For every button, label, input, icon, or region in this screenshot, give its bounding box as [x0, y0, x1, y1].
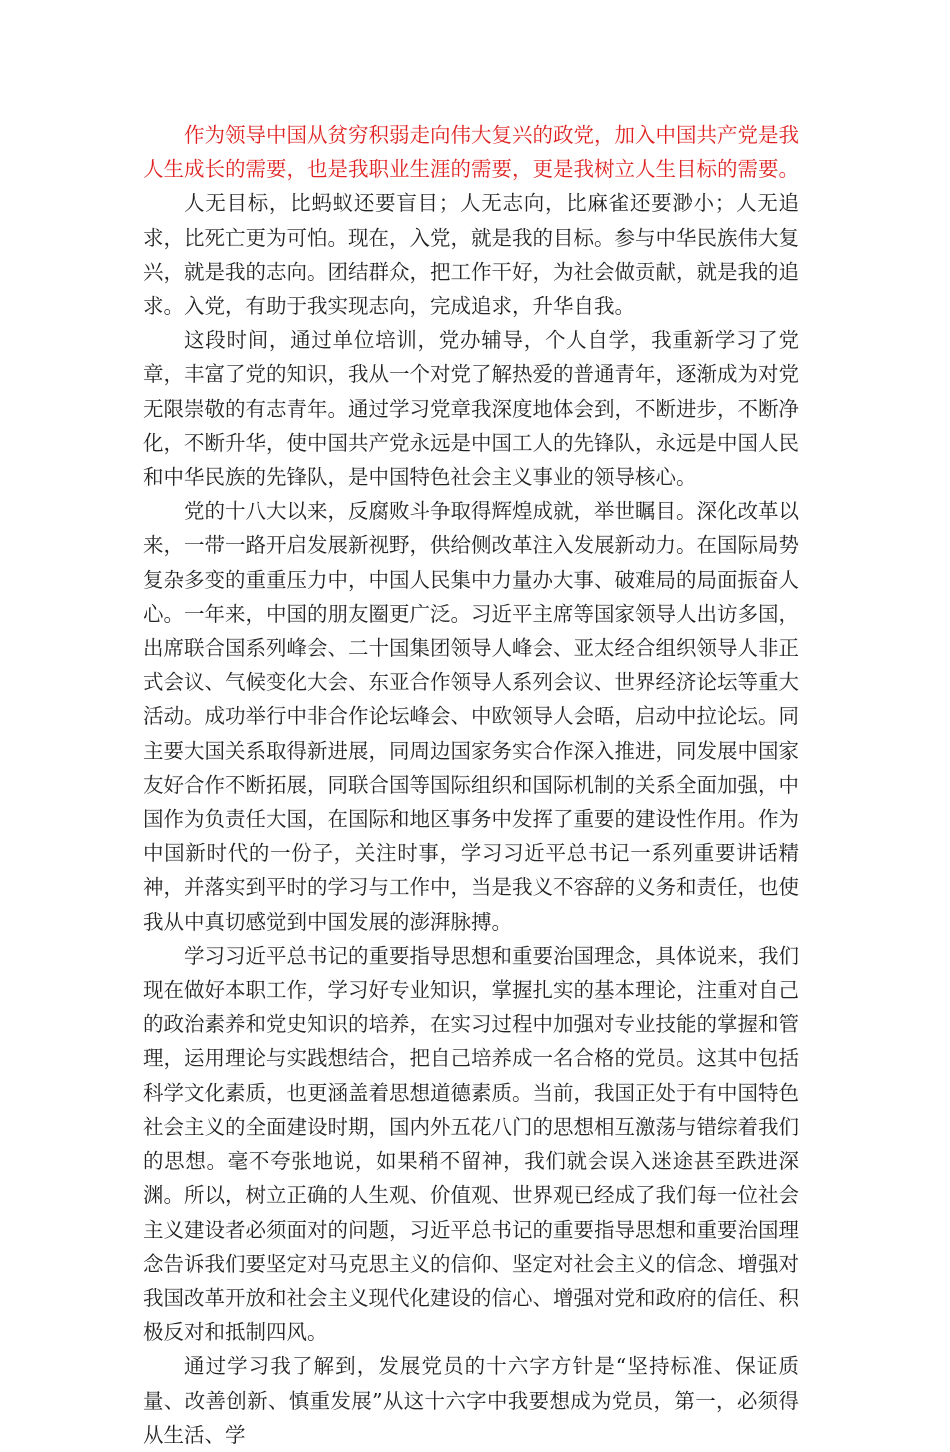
paragraph-sixteen-characters: 通过学习我了解到，发展党员的十六字方针是“坚持标准、保证质量、改善创新、慎重发展”从这十六字中我要想成为党员，第一，必须得从生活、学 — [143, 1354, 799, 1447]
paragraph-study-thought: 学习习近平总书记的重要指导思想和重要治国理念，具体说来，我们现在做好本职工作，学习好专业知识，掌握扎实的基本理论，注重对自己的政治素养和党史知识的培养，在实习过程中加强对专业技能的掌握和管理，运用理论与实践想结合，把自己培养成一名合格的党员。这其中包括科学文化素质，也更涵盖着思想道德素质。当前，我国正处于有中国特色社会主义的全面建设时期，国内外五花八门的思想相互激荡与错综着我们的思想。毫不夸张地说，如果稍不留神，我们就会误入迷途甚至跌进深渊。所以，树立正确的人生观、价值观、世界观已经成了我们每一位社会主义建设者必须面对的问题，习近平总书记的重要指导思想和重要治国理念告诉我们要坚定对马克思主义的信仰、坚定对社会主义的信念、增强对我国改革开放和社会主义现代化建设的信心、增强对党和政府的信任、积极反对和抵制四风。 — [143, 943, 799, 1345]
paragraph-party-constitution: 这段时间，通过单位培训，党办辅导，个人自学，我重新学习了党章，丰富了党的知识，我从一个对党了解热爱的普通青年，逐渐成为对党无限崇敬的有志青年。通过学习党章我深度地体会到，不断进步，不断净化，不断升华，使中国共产党永远是中国工人的先锋队，永远是中国人民和中华民族的先锋队，是中国特色社会主义事业的领导核心。 — [143, 328, 799, 490]
intro-paragraph: 作为领导中国从贫穷积弱走向伟大复兴的政党，加入中国共产党是我人生成长的需要，也是我职业生涯的需要，更是我树立人生目标的需要。 — [143, 123, 799, 182]
paragraph-goals: 人无目标，比蚂蚁还要盲目；人无志向，比麻雀还要渺小；人无追求，比死亡更为可怕。现在，入党，就是我的目标。参与中华民族伟大复兴，就是我的志向。团结群众，把工作干好，为社会做贡献，就是我的追求。入党，有助于我实现志向，完成追求，升华自我。 — [143, 191, 799, 319]
document-page — [143, 118, 799, 1452]
paragraph-achievements: 党的十八大以来，反腐败斗争取得辉煌成就，举世瞩目。深化改革以来，一带一路开启发展新视野，供给侧改革注入发展新动力。在国际局势复杂多变的重重压力中，中国人民集中力量办大事、破难局的局面振奋人心。一年来，中国的朋友圈更广泛。习近平主席等国家领导人出访多国，出席联合国系列峰会、二十国集团领导人峰会、亚太经合组织领导人非正式会议、气候变化大会、东亚合作领导人系列会议、世界经济论坛等重大活动。成功举行中非合作论坛峰会、中欧领导人会晤，启动中拉论坛。同主要大国关系取得新进展，同周边国家务实合作深入推进，同发展中国家友好合作不断拓展，同联合国等国际组织和国际机制的关系全面加强，中国作为负责任大国，在国际和地区事务中发挥了重要的建设性作用。作为中国新时代的一份子，关注时事，学习习近平总书记一系列重要讲话精神，并落实到平时的学习与工作中，当是我义不容辞的义务和责任，也使我从中真切感觉到中国发展的澎湃脉搏。 — [143, 499, 799, 934]
